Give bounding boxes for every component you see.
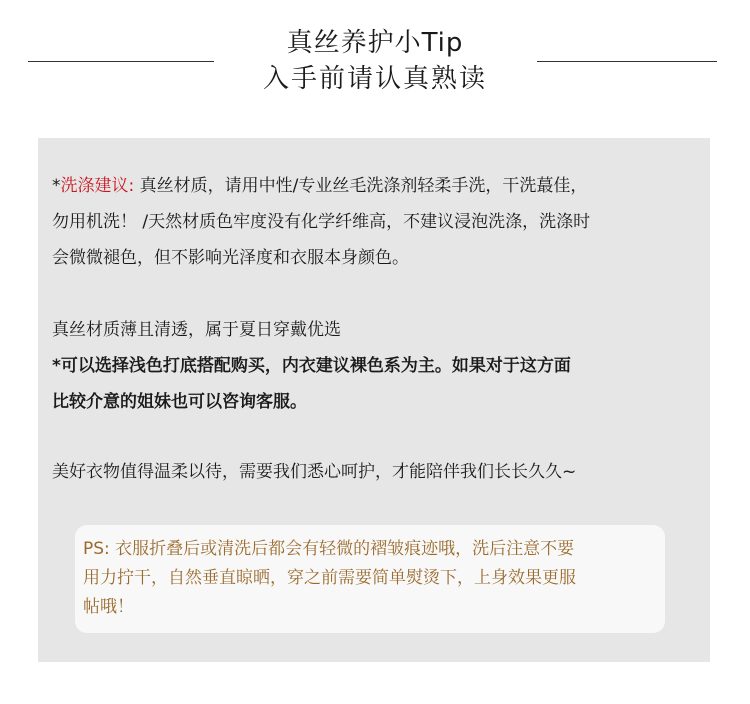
fabric-note xyxy=(52,312,702,420)
closing-note xyxy=(52,454,702,490)
ps-note-line: 用力拧干，自然垂直晾晒，穿之前需要简单熨烫下，上身效果更服 xyxy=(83,568,576,588)
care-advice-line: 会微微褪色，但不影响光泽度和衣服本身颜色。 xyxy=(52,248,409,268)
ps-note xyxy=(83,535,663,622)
ps-note-line: PS: 衣服折叠后或清洗后都会有轻微的褶皱痕迹哦，洗后注意不要 xyxy=(83,539,575,559)
care-advice xyxy=(52,168,702,276)
care-advice-line: 勿用机洗！ /天然材质色牢度没有化学纤维高，不建议浸泡洗涤，洗涤时 xyxy=(52,212,591,232)
ps-note-line: 帖哦！ xyxy=(83,597,134,617)
page-title: 真丝养护小Tip xyxy=(286,28,464,58)
care-advice-label: 洗涤建议: xyxy=(60,176,135,196)
care-advice-line: *洗涤建议: 真丝材质，请用中性/专业丝毛洗涤剂轻柔手洗，干洗蕞佳， xyxy=(52,176,588,196)
ps-note-box xyxy=(75,525,665,633)
care-advice-text: 真丝材质，请用中性/专业丝毛洗涤剂轻柔手洗，干洗蕞佳， xyxy=(134,176,588,196)
header xyxy=(0,0,750,120)
fabric-tip-line: *可以选择浅色打底搭配购买，内衣建议裸色系为主。如果对于这方面 xyxy=(52,356,571,376)
care-panel xyxy=(38,138,710,662)
fabric-tip-line: 比较介意的姐妹也可以咨询客服。 xyxy=(52,392,307,412)
closing-line: 美好衣物值得温柔以待，需要我们悉心呵护，才能陪伴我们长长久久~ xyxy=(52,462,577,482)
fabric-note-line: 真丝材质薄且清透，属于夏日穿戴优选 xyxy=(52,320,341,340)
page-subtitle: 入手前请认真熟读 xyxy=(262,64,487,94)
